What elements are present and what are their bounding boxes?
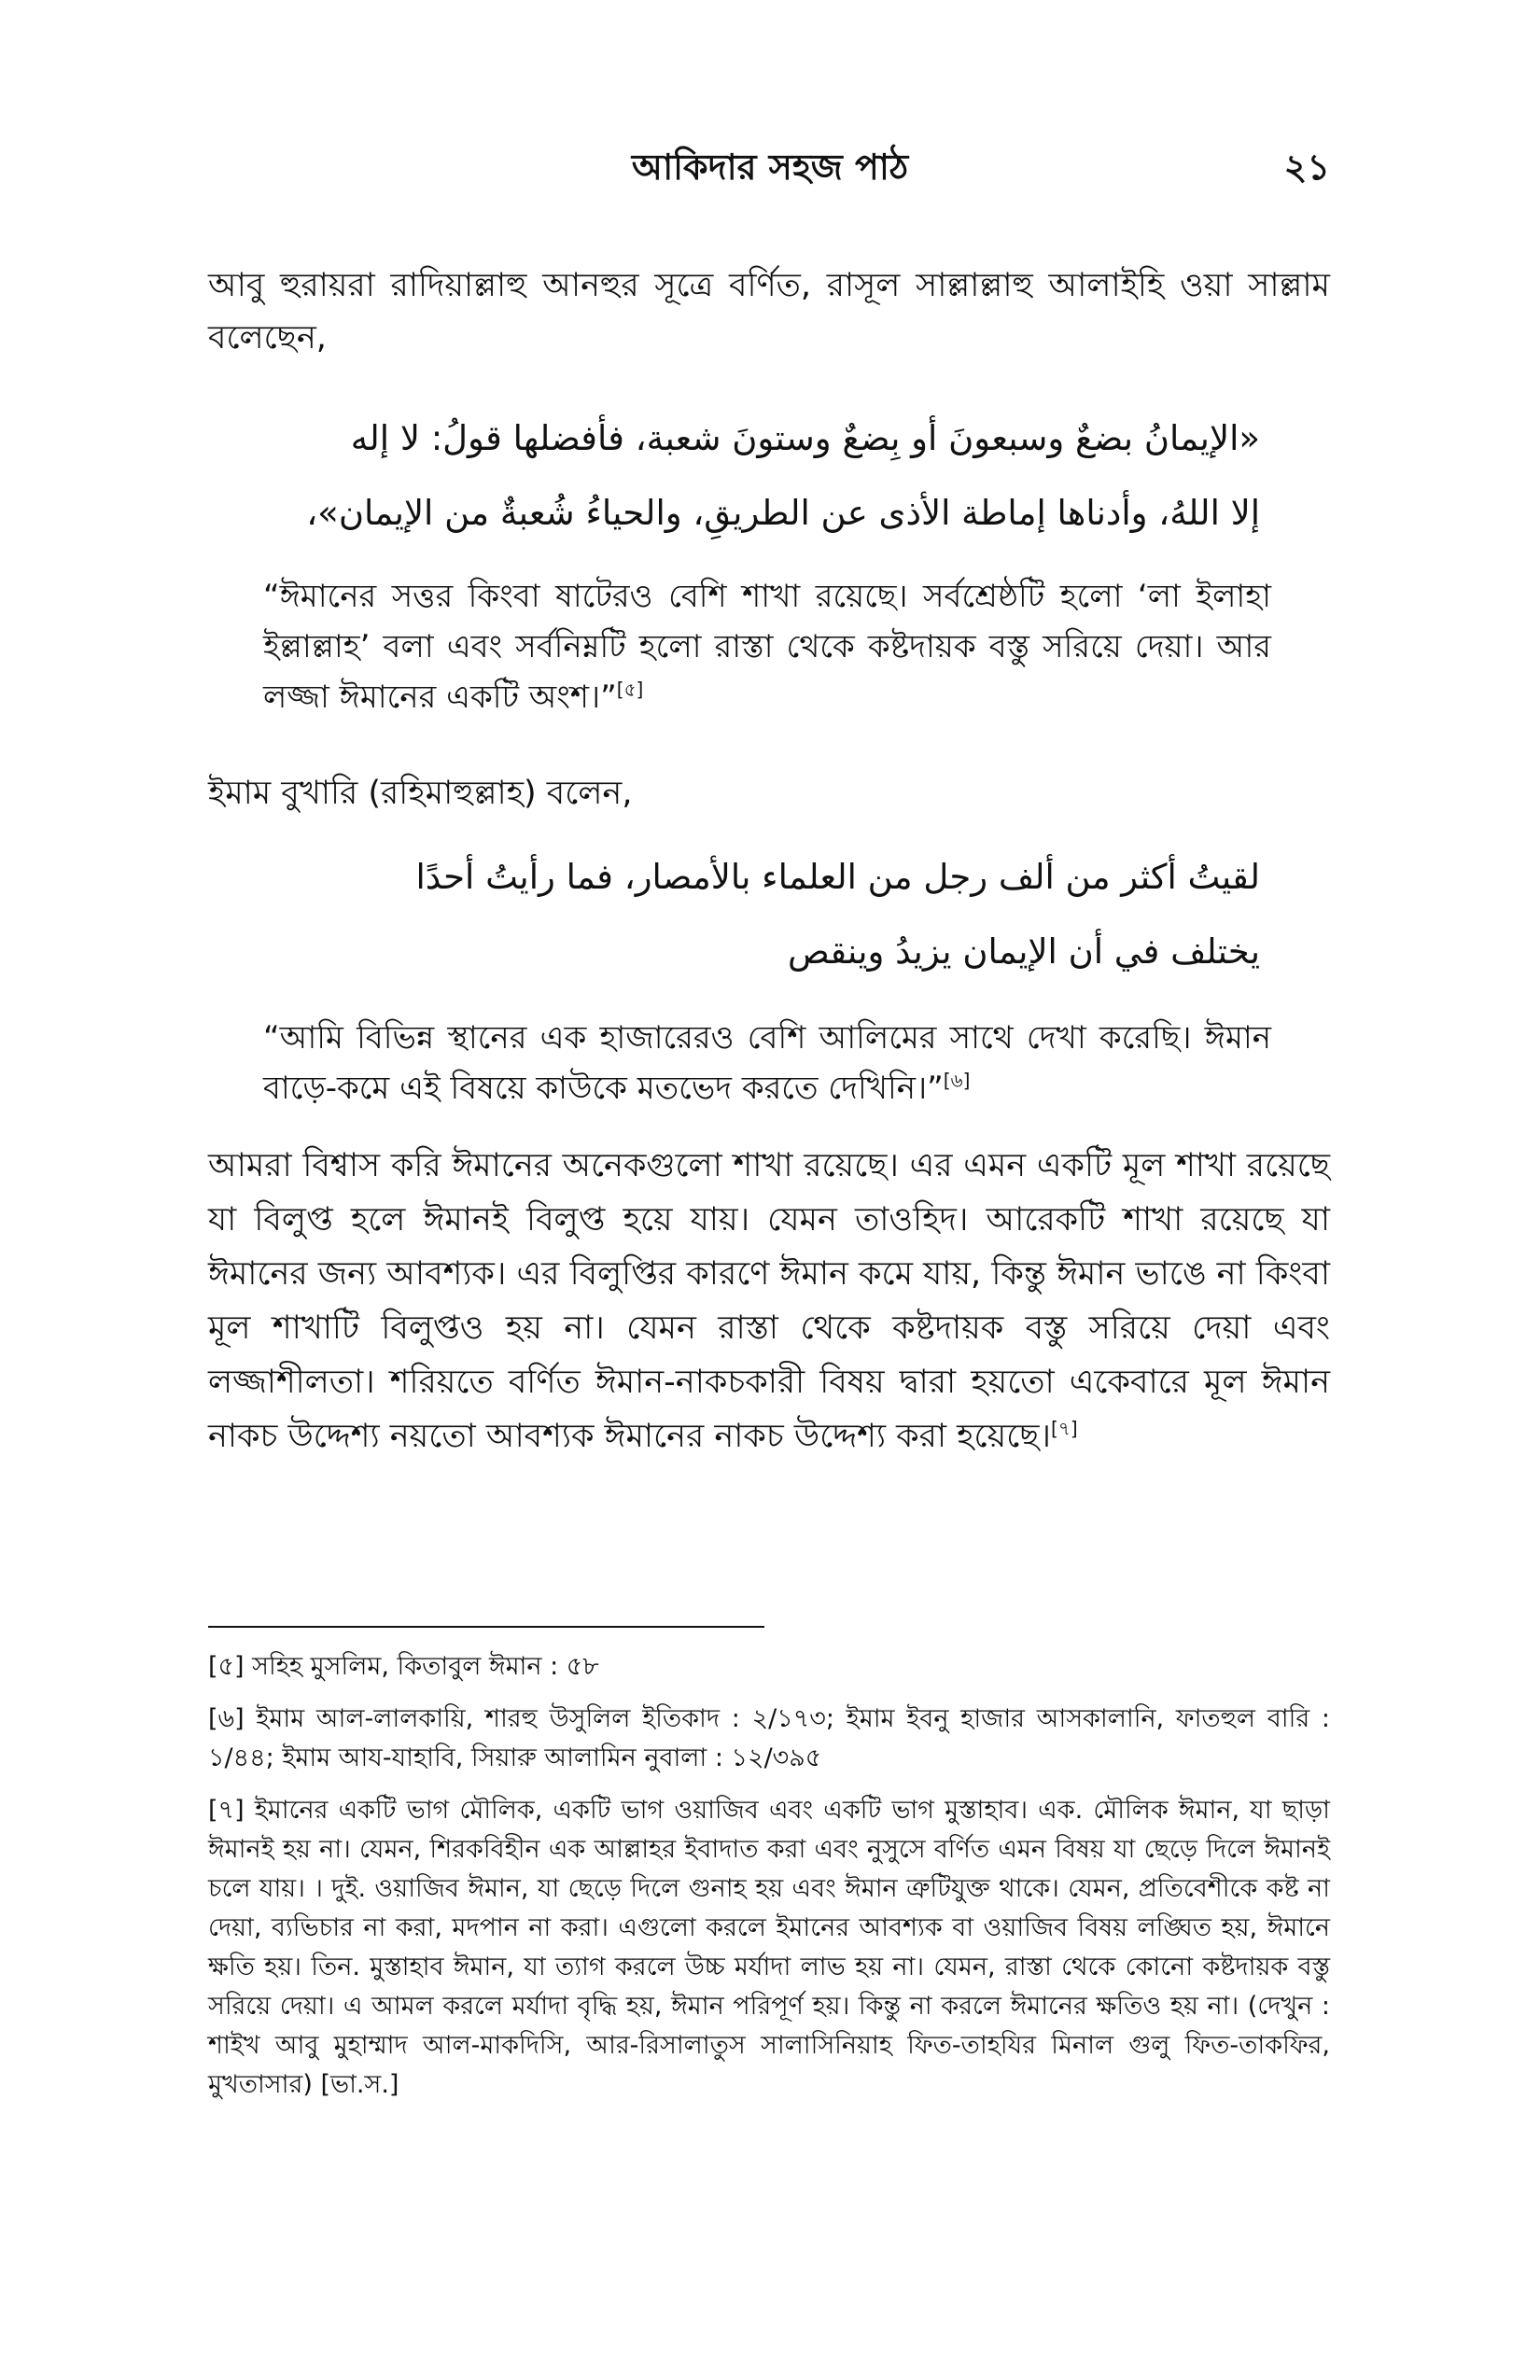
footnote-ref: [৭] (1051, 1417, 1078, 1440)
paragraph-text: আমরা বিশ্বাস করি ঈমানের অনেকগুলো শাখা রয়েছে। এর এমন একটি মূল শাখা রয়েছে যা বিলুপ্ত হলে ঈমানই বিলুপ্ত হয়ে যায়। যেমন তাওহিদ। আরেকটি শাখা রয়েছে যা ঈমানের জন্য আবশ্যক। এর বিলুপ্তির কারণে ঈমান কমে যায়, কিন্তু ঈমান ভাঙে না কিংবা মূল শাখাটি বিলুপ্তও হয় না। যেমন রাস্তা থেকে কষ্টদায়ক বস্তু সরিয়ে দেয়া এবং লজ্জাশীলতা। শরিয়তে বর্ণিত ঈমান-নাকচকারী বিষয় দ্বারা হয়তো একেবারে মূল ঈমান নাকচ উদ্দেশ্য নয়তো আবশ্যক ঈমানের নাকচ উদ্দেশ্য করা হয়েছে। (208, 1147, 1330, 1455)
hadith-translation (263, 571, 1271, 722)
footnote: [৭] ইমানের একটি ভাগ মৌলিক, একটি ভাগ ওয়াজিব এবং একটি ভাগ মুস্তাহাব। এক. মৌলিক ঈমান, যা ছাড়া ঈমানই হয় না। যেমন, শিরকবিহীন এক আল্লাহর ইবাদাত করা এবং নুসুসে বর্ণিত এমন বিষয় যা ছেড়ে দিলে ঈমানই চলে যায়। । দুই. ওয়াজিব ঈমান, যা ছেড়ে দিলে গুনাহ হয় এবং ঈমান ত্রুটিযুক্ত থাকে। যেমন, প্রতিবেশীকে কষ্ট না দেয়া, ব্যভিচার না করা, মদপান না করা। এগুলো করলে ইমানের আবশ্যক বা ওয়াজিব বিষয় লঙ্ঘিত হয়, ঈমানে ক্ষতি হয়। তিন. মুস্তাহাব ঈমান, যা ত্যাগ করলে উচ্চ মর্যাদা লাভ হয় না। যেমন, রাস্তা থেকে কোনো কষ্টদায়ক বস্তু সরিয়ে দেয়া। এ আমল করলে মর্যাদা বৃদ্ধি হয়, ঈমান পরিপূর্ণ হয়। কিন্তু না করলে ঈমানের ক্ষতিও হয় না। (দেখুন : শাইখ আবু মুহাম্মাদ আল-মাকদিসি, আর-রিসালাতুস সালাসিনিয়াহ ফিত-তাহযির মিনাল গুলু ফিত-তাকফির, মুখতাসার) [ভা.স.] (208, 1796, 1330, 2099)
quote-text: “ঈমানের সত্তর কিংবা ষাটেরও বেশি শাখা রয়েছে। সর্বশ্রেষ্ঠটি হলো ‘লা ইলাহা ইল্লাল্লাহ’ বলা এবং সর্বনিম্নটি হলো রাস্তা থেকে কষ্টদায়ক বস্তু সরিয়ে দেয়া। আর লজ্জা ঈমানের একটি অংশ।” (263, 578, 1271, 716)
arabic-line: «الإيمانُ بضعٌ وسبعونَ أو بِضعٌ وستونَ شعبة، فأفضلها قولُ: لا إله (350, 418, 1260, 458)
intro-paragraph: আবু হুরায়রা রাদিয়াল্লাহু আনহুর সূত্রে বর্ণিত, রাসূল সাল্লাল্লাহু আলাইহি ওয়া সাল্লাম বলেছেন, (208, 267, 1330, 357)
page-number: ২১ (1283, 147, 1330, 188)
footnote-divider (208, 1626, 764, 1628)
belief-paragraph (208, 1139, 1330, 1463)
footnote: [৬] ইমাম আল-লালকায়ি, শারহু উসুলিল ইতিকাদ : ২/১৭৩; ইমাম ইবনু হাজার আসকালানি, ফাতহুল বারি : ১/৪৪; ইমাম আয-যাহাবি, সিয়ারু আলামিন নুবালা : ১২/৩৯৫ (208, 1704, 1330, 1772)
bukhari-intro: ইমাম বুখারি (রহিমাহুল্লাহ) বলেন, (208, 775, 633, 812)
footnote: [৫] সহিহ মুসলিম, কিতাবুল ঈমান : ৫৮ (208, 1652, 599, 1681)
footnote-ref: [৫] (616, 678, 644, 701)
arabic-line: إلا اللهُ، وأدناها إماطة الأذى عن الطريقِ، والحياءُ شُعبةٌ من الإيمان»، (306, 493, 1260, 533)
bukhari-translation (263, 1013, 1271, 1113)
arabic-quote (280, 840, 1260, 989)
arabic-line: يختلف في أن الإيمان يزيدُ وينقص (787, 931, 1260, 972)
running-title: আকিদার সহজ পাঠ (631, 147, 909, 188)
arabic-hadith (280, 401, 1260, 551)
page-header (210, 140, 1330, 196)
arabic-line: لقيتُ أكثر من ألف رجل من العلماء بالأمصار، فما رأيتُ أحدًا (415, 857, 1260, 897)
footnote-ref: [৬] (943, 1069, 971, 1092)
quote-text: “আমি বিভিন্ন স্থানের এক হাজারেরও বেশি আলিমের সাথে দেখা করেছি। ঈমান বাড়ে-কমে এই বিষয়ে কাউকে মতভেদ করতে দেখিনি।” (263, 1019, 1271, 1107)
footnotes (208, 1647, 1330, 2118)
